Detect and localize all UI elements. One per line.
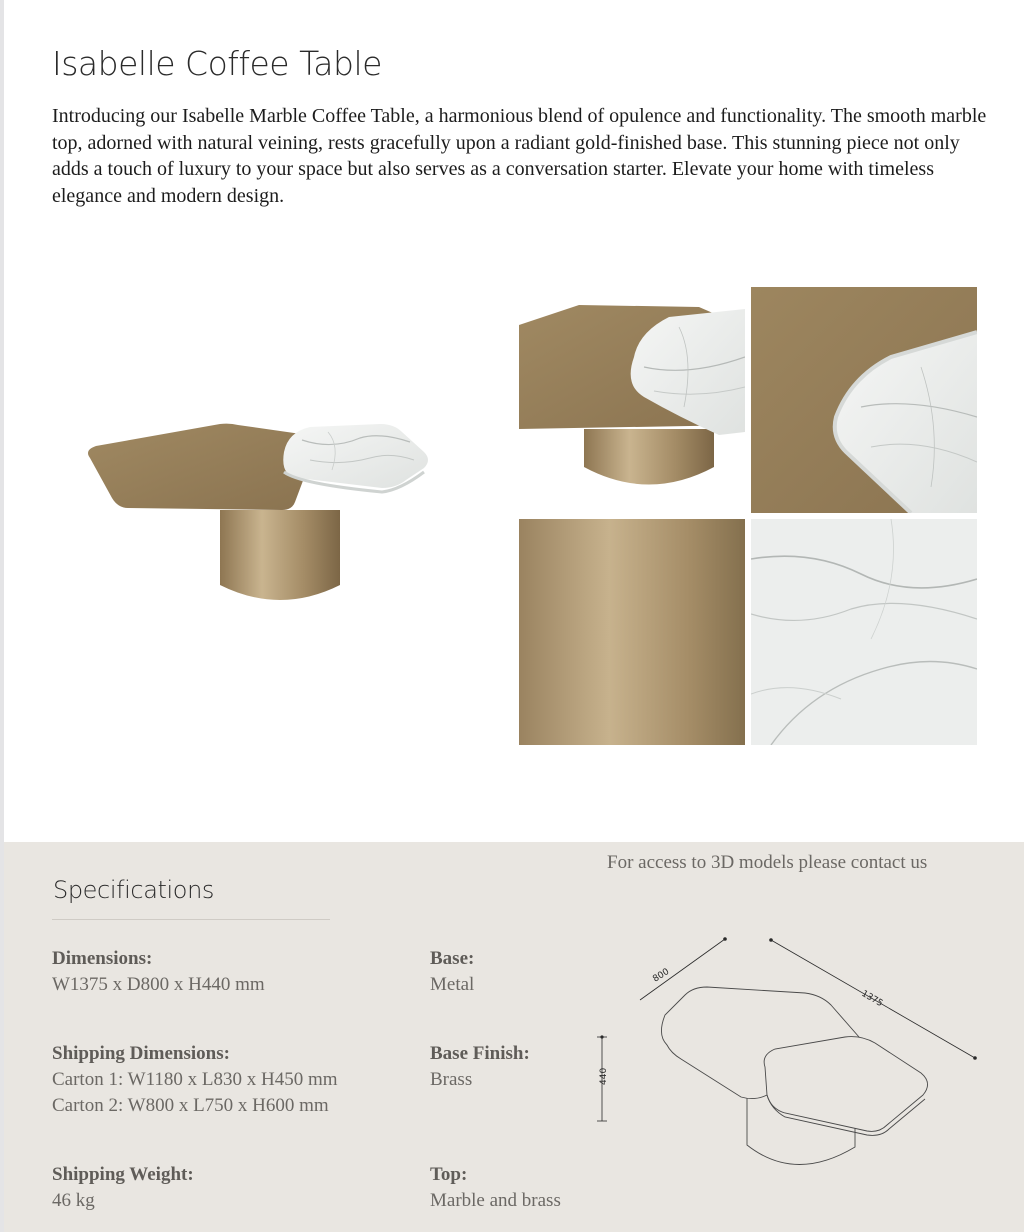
detail-image-marble-texture <box>751 519 977 745</box>
depth-label: 800 <box>651 966 672 985</box>
spec-value: 46 kg <box>52 1190 95 1211</box>
detail-image-marble-edge <box>751 287 977 513</box>
spec-base <box>430 946 474 998</box>
specifications-divider <box>52 919 330 920</box>
spec-value: Brass <box>430 1069 473 1090</box>
height-label: 440 <box>599 1067 609 1085</box>
spec-value: W1375 x D800 x H440 mm <box>52 974 265 995</box>
width-label: 1375 <box>859 988 885 1010</box>
spec-base-finish <box>430 1041 530 1093</box>
spec-label: Dimensions: <box>52 948 153 969</box>
spec-label: Shipping Weight: <box>52 1164 194 1185</box>
product-hero-image <box>70 380 490 620</box>
spec-label: Base Finish: <box>430 1043 530 1064</box>
dimension-diagram <box>585 925 990 1177</box>
contact-note: For access to 3D models please contact us <box>607 852 928 873</box>
page-title: Isabelle Coffee Table <box>52 44 382 83</box>
spec-value: Marble and brass <box>430 1190 561 1211</box>
spec-shipping-weight <box>52 1162 194 1214</box>
spec-label: Top: <box>430 1164 468 1185</box>
spec-label: Shipping Dimensions: <box>52 1043 230 1064</box>
spec-label: Base: <box>430 948 475 969</box>
spec-value: Carton 1: W1180 x L830 x H450 mm <box>52 1069 338 1090</box>
spec-top <box>430 1162 561 1214</box>
spec-shipping-dimensions <box>52 1041 338 1119</box>
spec-value: Metal <box>430 974 475 995</box>
product-description: Introducing our Isabelle Marble Coffee Table, a harmonious blend of opulence and functionality. The smooth marble top, adorned with natural veining, rests gracefully upon a radiant gold-finished base. This stunning piece not only adds a touch of luxury to your space but also serves as a conversation starter. Elevate your home with timeless elegance and modern design. <box>52 105 987 207</box>
spec-dimensions <box>52 946 265 998</box>
detail-image-tabletop <box>519 287 745 513</box>
detail-image-brass-base <box>519 519 745 745</box>
specifications-heading: Specifications <box>53 876 214 904</box>
spec-value: Carton 2: W800 x L750 x H600 mm <box>52 1095 329 1116</box>
